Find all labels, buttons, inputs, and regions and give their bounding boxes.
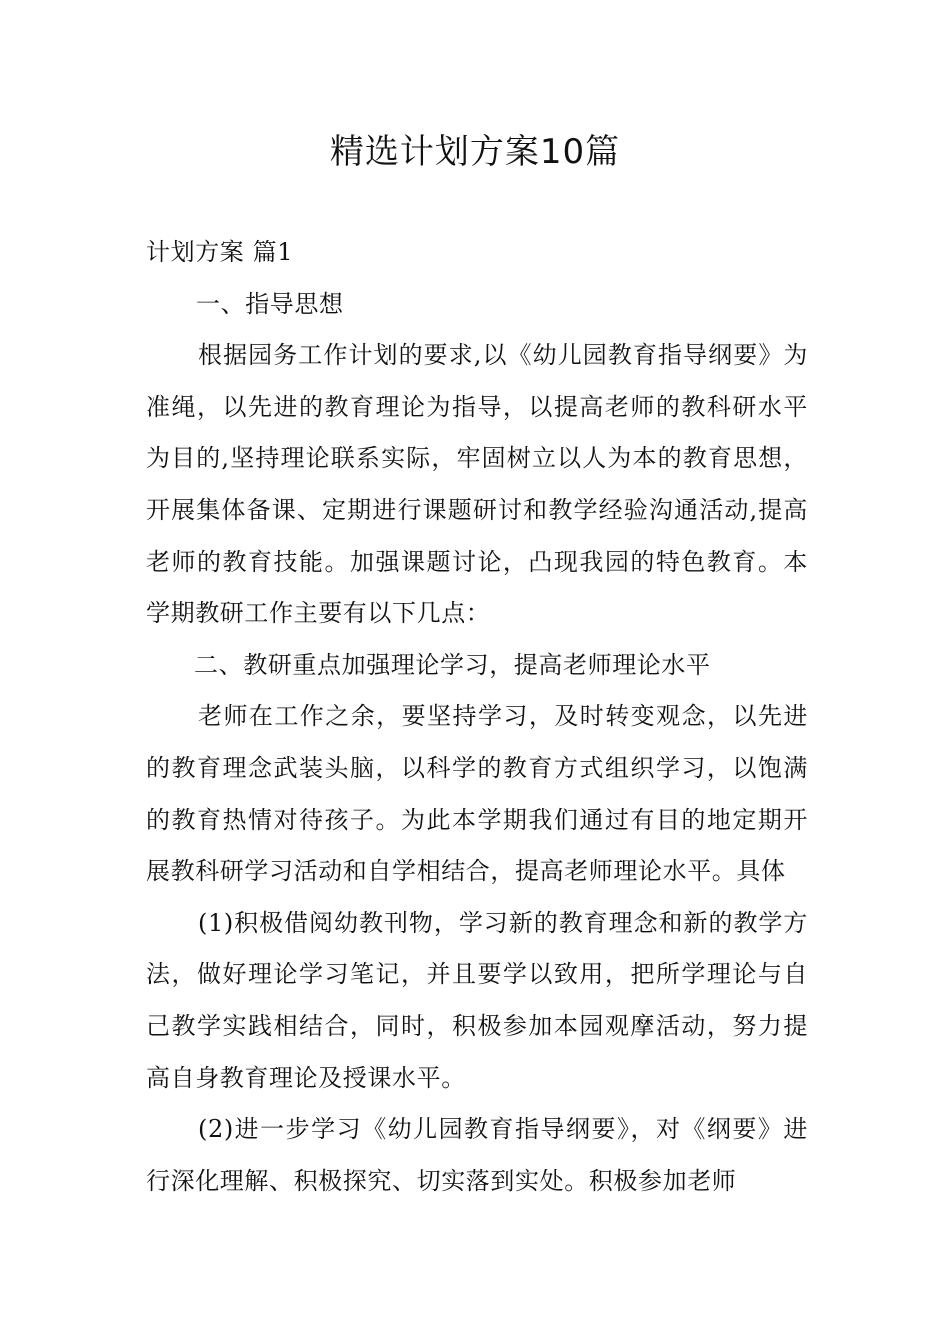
- section-label: 计划方案 篇1: [146, 238, 294, 266]
- document-title: 精选计划方案10篇: [329, 132, 621, 172]
- heading-research-focus: 二、教研重点加强理论学习，提高老师理论水平: [194, 650, 711, 679]
- document-body: [146, 227, 808, 1207]
- paragraph-guiding-thought: 根据园务工作计划的要求,以《幼儿园教育指导纲要》为准绳，以先进的教育理论为指导，以提高老师的教科研水平为目的,坚持理论联系实际，牢固树立以人为本的教育思想，开展集体备课、定期进行课题研讨和教学经验沟通活动,提高老师的教育技能。加强课题讨论，凸现我园的特色教育。本学期教研工作主要有以下几点：: [146, 341, 808, 628]
- paragraph-item-1: (1)积极借阅幼教刊物，学习新的教育理念和新的教学方法，做好理论学习笔记，并且要学以致用，把所学理论与自己教学实践相结合，同时，积极参加本园观摩活动，努力提高自身教育理论及授课水平。: [146, 908, 808, 1092]
- heading-guiding-thought: 一、指导思想: [196, 289, 344, 318]
- paragraph-research-focus: 老师在工作之余，要坚持学习，及时转变观念，以先进的教育理念武装头脑，以科学的教育方式组织学习，以饱满的教育热情对待孩子。为此本学期我们通过有目的地定期开展教科研学习活动和自学相结合，提高老师理论水平。具体: [146, 702, 808, 886]
- paragraph-item-2: (2)进一步学习《幼儿园教育指导纲要》，对《纲要》进行深化理解、积极探究、切实落到实处。积极参加老师: [146, 1115, 808, 1195]
